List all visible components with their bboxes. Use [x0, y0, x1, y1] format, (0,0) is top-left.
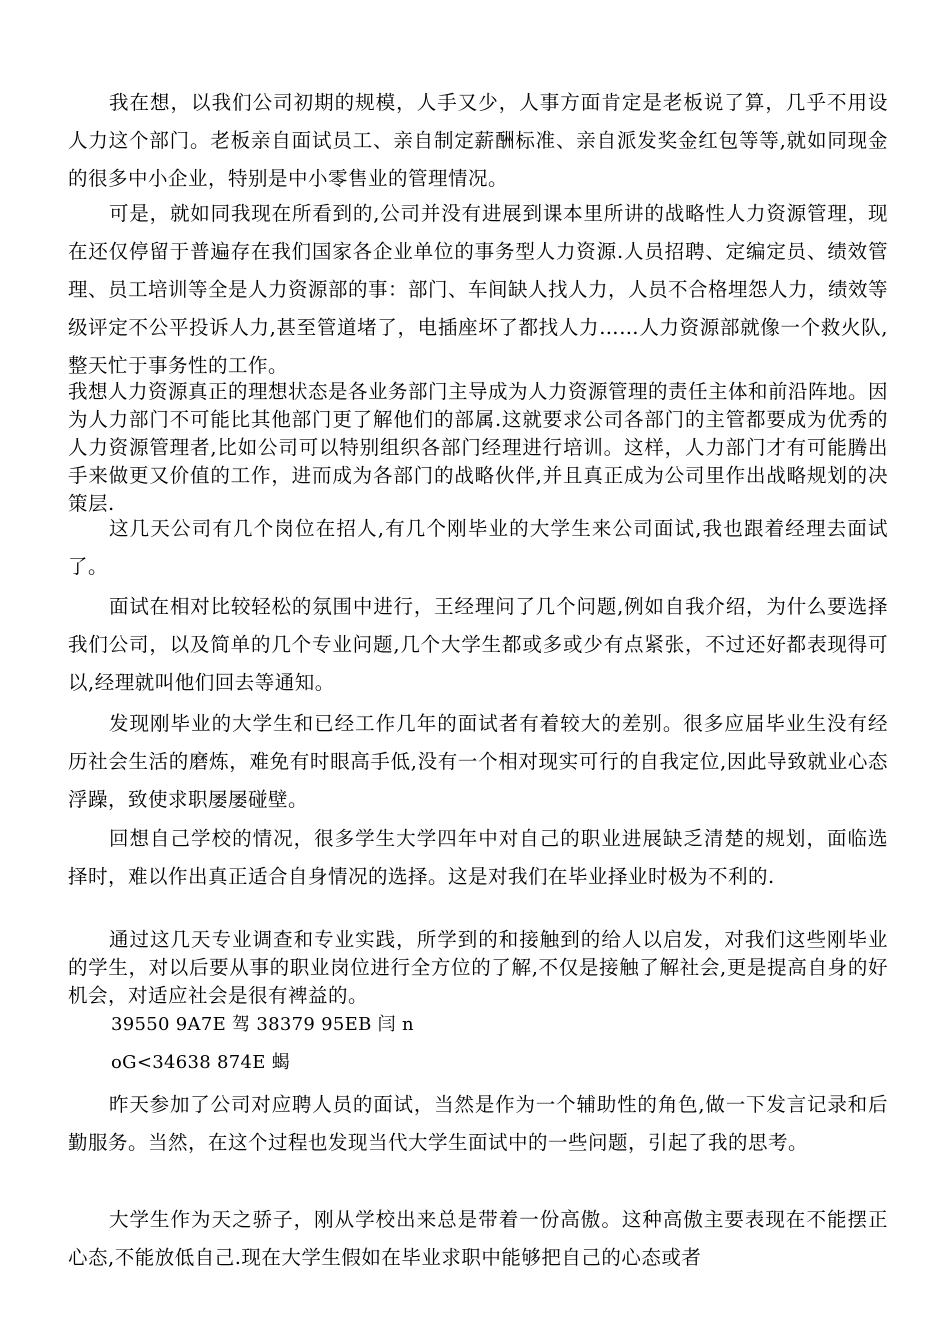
code-line-2: oG<34638 874E 蝎 [111, 1052, 290, 1073]
paragraph-7: 回想自己学校的情况，很多学生大学四年中对自己的职业进展缺乏清楚的规划，面临选择时，难以作出真正适合自身情况的选择。这是对我们在毕业择业时极为不利的. [68, 827, 888, 888]
paragraph-1: 我在想，以我们公司初期的规模，人手又少，人事方面肯定是老板说了算，几乎不用设人力这个部门。老板亲自面试员工、亲自制定薪酬标准、亲自派发奖金红包等等,就如同现金的很多中小企业，特别是中小零售业的管理情况。 [68, 91, 888, 190]
paragraph-4: 这几天公司有几个岗位在招人,有几个刚毕业的大学生来公司面试,我也跟着经理去面试了。 [68, 517, 888, 578]
code-line-1: 39550 9A7E 驾 38379 95EB 闫 n [111, 1014, 414, 1035]
paragraph-8: 通过这几天专业调查和专业实践，所学到的和接触到的给人以启发，对我们这些刚毕业的学生，对以后要从事的职业岗位进行全方位的了解,不仅是接触了解社会,更是提高自身的好机会，对适应社会是很有裨益的。 [68, 928, 888, 1007]
paragraph-10: 大学生作为天之骄子，刚从学校出来总是带着一份高傲。这种高傲主要表现在不能摆正心态,不能放低自己.现在大学生假如在毕业求职中能够把自己的心态或者 [68, 1208, 888, 1269]
paragraph-9: 昨天参加了公司对应聘人员的面试，当然是作为一个辅助性的角色,做一下发言记录和后勤服务。当然，在这个过程也发现当代大学生面试中的一些问题，引起了我的思考。 [68, 1093, 888, 1154]
paragraph-6: 发现刚毕业的大学生和已经工作几年的面试者有着较大的差别。很多应届毕业生没有经历社会生活的磨炼，难免有时眼高手低,没有一个相对现实可行的自我定位,因此导致就业心态浮躁，致使求职屡屡碰壁。 [68, 712, 888, 811]
paragraph-5: 面试在相对比较轻松的氛围中进行，王经理问了几个问题,例如自我介绍，为什么要选择我们公司，以及简单的几个专业问题,几个大学生都或多或少有点紧张，不过还好都表现得可以,经理就叫他们回去等通知。 [68, 595, 888, 694]
paragraph-2: 可是，就如同我现在所看到的,公司并没有进展到课本里所讲的战略性人力资源管理，现在还仅停留于普遍存在我们国家各企业单位的事务型人力资源.人员招聘、定编定员、绩效管理、员工培训等全是人力资源部的事：部门、车间缺人找人力，人员不合格埋怨人力，绩效等级评定不公平投诉人力,甚至管道堵了，电插座坏了都找人力……人力资源部就像一个救火队,整天忙于事务性的工作。 [68, 202, 889, 377]
paragraph-3: 我想人力资源真正的理想状态是各业务部门主导成为人力资源管理的责任主体和前沿阵地。因为人力部门不可能比其他部门更了解他们的部属.这就要求公司各部门的主管都要成为优秀的人力资源管理者,比如公司可以特别组织各部门经理进行培训。这样，人力部门才有可能腾出手来做更又价值的工作，进而成为各部门的战略伙伴,并且真正成为公司里作出战略规划的决策层. [68, 380, 889, 515]
